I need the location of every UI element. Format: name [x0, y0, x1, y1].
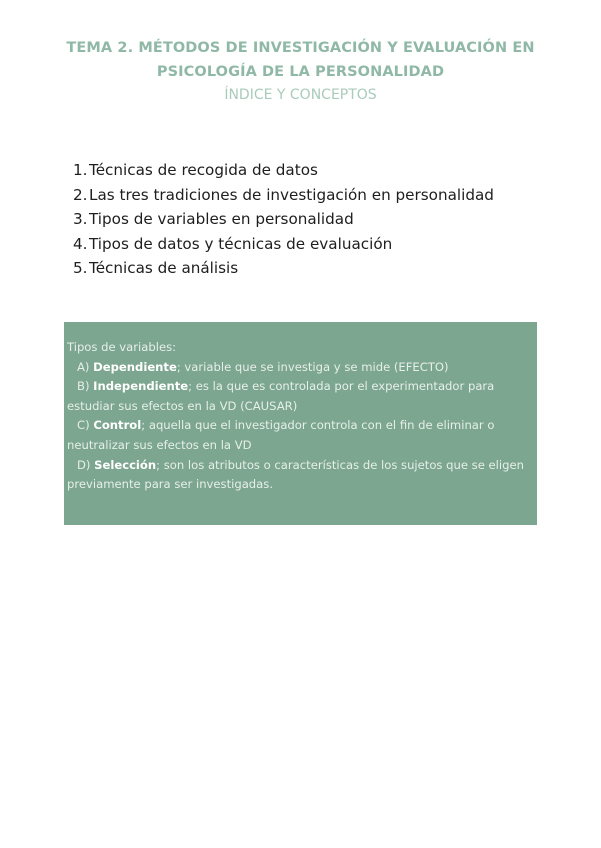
concept-text: ; variable que se investiga y se mide (EFECTO) [176, 359, 449, 374]
concept-term: Selección [94, 457, 157, 472]
concept-term: Dependiente [93, 359, 177, 374]
index-item [73, 158, 494, 183]
index-number: 3. [73, 210, 88, 228]
index-item [73, 207, 494, 232]
subtitle: ÍNDICE Y CONCEPTOS [224, 87, 377, 103]
index-label: Tipos de variables en personalidad [89, 210, 354, 228]
index-list [73, 158, 494, 281]
concept-prefix: A) [77, 359, 94, 374]
concept-item [67, 456, 533, 495]
concept-prefix: C) [77, 418, 94, 433]
concept-term: Control [93, 418, 142, 433]
document-header [0, 36, 601, 105]
concept-text: ; son los atributos o características de los sujetos que se eligen previamente para ser investigadas. [67, 457, 524, 492]
index-number: 5. [73, 259, 88, 277]
concept-text: ; aquella que el investigador controla con el fin de eliminar o neutralizar sus efectos en la VD [67, 418, 495, 452]
title-line-2: PSICOLOGÍA DE LA PERSONALIDAD [156, 64, 445, 80]
concept-prefix: B) [77, 379, 94, 394]
title-line-1: TEMA 2. MÉTODOS DE INVESTIGACIÓN Y EVALUACIÓN EN [66, 40, 535, 56]
concept-item [67, 358, 533, 378]
index-number: 2. [73, 185, 88, 204]
concept-box [64, 322, 537, 525]
index-label: Las tres tradiciones de investigación en personalidad [89, 185, 494, 204]
index-number: 1. [73, 161, 88, 179]
index-label: Técnicas de análisis [89, 259, 239, 277]
concept-prefix: D) [77, 457, 95, 472]
concept-item [67, 377, 533, 416]
concept-heading: Tipos de variables: [67, 340, 177, 354]
index-label: Técnicas de recogida de datos [89, 161, 318, 179]
index-item [73, 256, 494, 281]
index-item [73, 232, 494, 257]
index-number: 4. [73, 234, 88, 253]
concept-item [67, 416, 533, 455]
concept-text: ; es la que es controlada por el experimentador para estudiar sus efectos en la VD (CAUSAR) [67, 379, 495, 413]
index-label: Tipos de datos y técnicas de evaluación [89, 234, 393, 253]
index-item [73, 183, 494, 208]
concept-term: Independiente [93, 379, 189, 394]
